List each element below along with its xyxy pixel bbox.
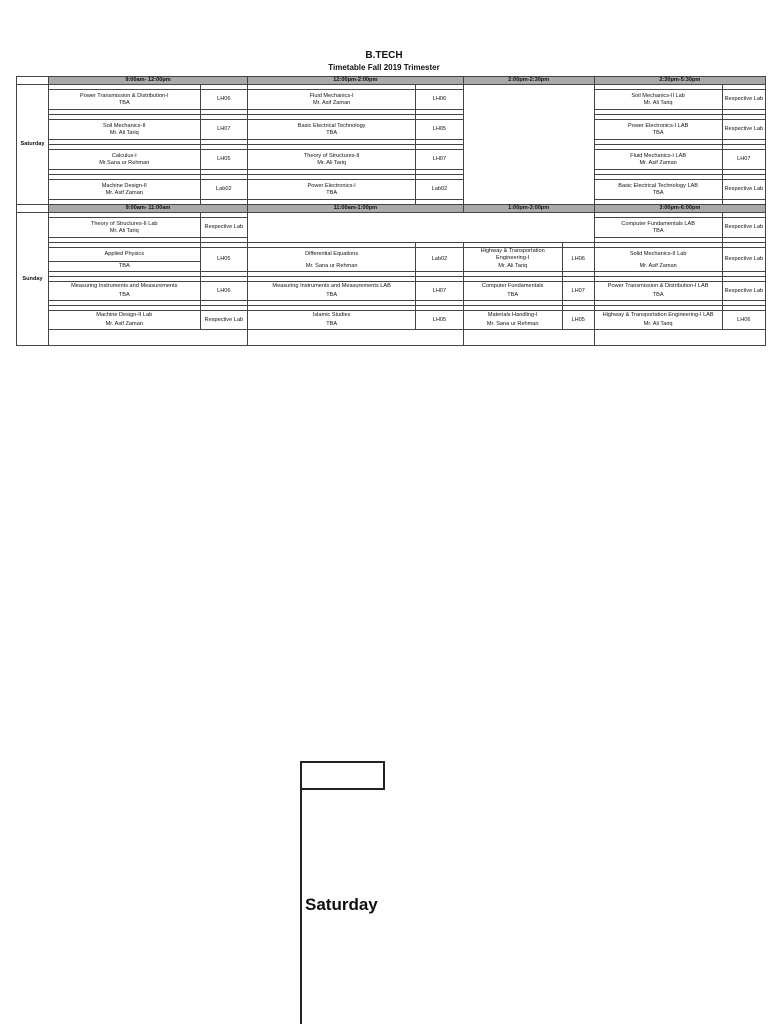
room-cell: LH07: [200, 120, 247, 140]
room-cell: Respective Lab: [722, 180, 765, 200]
course-cell: Power Transmission & Distribution-I TBA: [48, 90, 200, 110]
table-row: [17, 120, 766, 140]
instructor-cell: TBA: [248, 320, 416, 330]
instructor-cell: TBA: [463, 291, 562, 301]
room-cell: LH06: [200, 90, 247, 110]
room-cell: LH07: [722, 150, 765, 170]
course-cell: Highway & Transportation Engineering-I LAB: [594, 311, 722, 321]
saturday-header-row: [17, 77, 766, 85]
room-cell: Lab02: [416, 180, 463, 200]
table-row: [17, 180, 766, 200]
course-cell: Soil Mechanics-II Lab Mr. Ali Tariq: [594, 90, 722, 110]
sunday-header-row: [17, 205, 766, 213]
room-cell: LH05: [416, 120, 463, 140]
course-cell: Computer Fundamentals: [463, 282, 562, 292]
course-cell: Power Electronics-I TBA: [248, 180, 416, 200]
header-blank: [17, 77, 49, 85]
slot-header: 2:00pm-2:30pm: [463, 77, 594, 85]
instructor-cell: TBA: [48, 291, 200, 301]
room-cell: Lab02: [200, 180, 247, 200]
empty-cell: [48, 330, 247, 346]
slot-header: 9:00am- 11:00am: [48, 205, 247, 213]
course-cell: Applied Physics: [48, 248, 200, 262]
course-cell: Power Electronics-I LAB TBA: [594, 120, 722, 140]
room-cell: Respective Lab: [722, 90, 765, 110]
slot-header: 3:00pm-6:00pm: [594, 205, 765, 213]
empty-cell: [248, 330, 464, 346]
room-cell: LH07: [416, 150, 463, 170]
table-row: [17, 311, 766, 321]
room-cell: LH05: [200, 150, 247, 170]
room-cell: LH07: [416, 282, 463, 301]
timetable: [16, 76, 766, 346]
room-cell: Respective Lab: [722, 120, 765, 140]
course-cell: Islamic Studies: [248, 311, 416, 321]
course-cell: Fluid Mechanics-I LAB Mr. Asif Zaman: [594, 150, 722, 170]
course-cell: Solid Mechanics-II Lab: [594, 248, 722, 262]
room-cell: LH07: [562, 282, 594, 301]
course-cell: Power Transmission & Distribution-I LAB: [594, 282, 722, 292]
course-cell: Computer Fundamentals LAB TBA: [594, 218, 722, 238]
room-cell: LH06: [722, 311, 765, 330]
room-cell: Respective Lab: [200, 218, 247, 238]
instructor-cell: Mr. Ali Tariq: [463, 262, 562, 272]
instructor-cell: TBA: [594, 291, 722, 301]
slot-header: 11:00am-1:00pm: [248, 205, 464, 213]
course-cell: Highway & Transportation Engineering-I: [463, 248, 562, 262]
room-cell: Respective Lab: [722, 248, 765, 272]
course-cell: Measuring Instruments and Measurements: [48, 282, 200, 292]
slot-header: 12:00pm-2:00pm: [248, 77, 464, 85]
course-cell: Measuring Instruments and Measurements LAB: [248, 282, 416, 292]
page-title: B.TECH: [365, 50, 403, 61]
fragment-header-cell: [300, 761, 385, 790]
header-blank: [17, 205, 49, 213]
course-cell: Machine Design-II Lab: [48, 311, 200, 321]
instructor-cell: TBA: [248, 291, 416, 301]
fragment-divider: [300, 788, 383, 790]
slot-header: 2:30pm-5:30pm: [594, 77, 765, 85]
table-row: [17, 248, 766, 262]
table-row: [17, 282, 766, 292]
course-cell: Theory of Structures-II Mr. Ali Tariq: [248, 150, 416, 170]
course-cell: Soil Mechanics-II Mr. Ali Tariq: [48, 120, 200, 140]
room-cell: LH05: [416, 311, 463, 330]
course-cell: Fluid Mechanics-I Mr. Asif Zaman: [248, 90, 416, 110]
course-cell: Materials Handling-I: [463, 311, 562, 321]
instructor-cell: Mr. Asif Zaman: [594, 262, 722, 272]
instructor-cell: Mr. Asif Zaman: [48, 320, 200, 330]
course-cell: Calculus-I Mr.Sana ur Rehman: [48, 150, 200, 170]
room-cell: LH06: [200, 282, 247, 301]
course-cell: Theory of Structures-II Lab Mr. Ali Tariq: [48, 218, 200, 238]
room-cell: LH06: [562, 248, 594, 272]
instructor-cell: Mr. Sana ur Rehman: [248, 262, 416, 272]
course-cell: Basic Electrical Technology TBA: [248, 120, 416, 140]
table-row: [17, 150, 766, 170]
room-cell: Lab02: [416, 248, 463, 272]
fragment-day-label: Saturday: [305, 895, 378, 914]
slot-header: 1:00pm-3:00pm: [463, 205, 594, 213]
table-row: [17, 90, 766, 110]
slot-header: 9:00am- 12:00pm: [48, 77, 247, 85]
instructor-cell: Mr. Ali Tariq: [594, 320, 722, 330]
instructor-cell: TBA: [48, 262, 200, 272]
room-cell: Respective Lab: [722, 282, 765, 301]
room-cell: Respective Lab: [722, 218, 765, 238]
room-cell: LH06: [416, 90, 463, 110]
room-cell: LH05: [200, 248, 247, 272]
page-subtitle: Timetable Fall 2019 Trimester: [328, 63, 440, 72]
room-cell: Respective Lab: [200, 311, 247, 330]
instructor-cell: Mr. Sana ur Rehman: [463, 320, 562, 330]
fragment-border: [300, 788, 302, 1024]
day-label-saturday: Saturday: [17, 85, 49, 205]
day-label-sunday: Sunday: [17, 213, 49, 346]
empty-cell: [463, 330, 594, 346]
course-cell: Machine Design-II Mr. Asif Zaman: [48, 180, 200, 200]
break-cell: [463, 85, 594, 205]
empty-cell: [594, 330, 765, 346]
course-cell: Basic Electrical Technology LAB TBA: [594, 180, 722, 200]
course-cell: Differential Equations: [248, 248, 416, 262]
room-cell: LH05: [562, 311, 594, 330]
empty-block: [248, 213, 595, 243]
